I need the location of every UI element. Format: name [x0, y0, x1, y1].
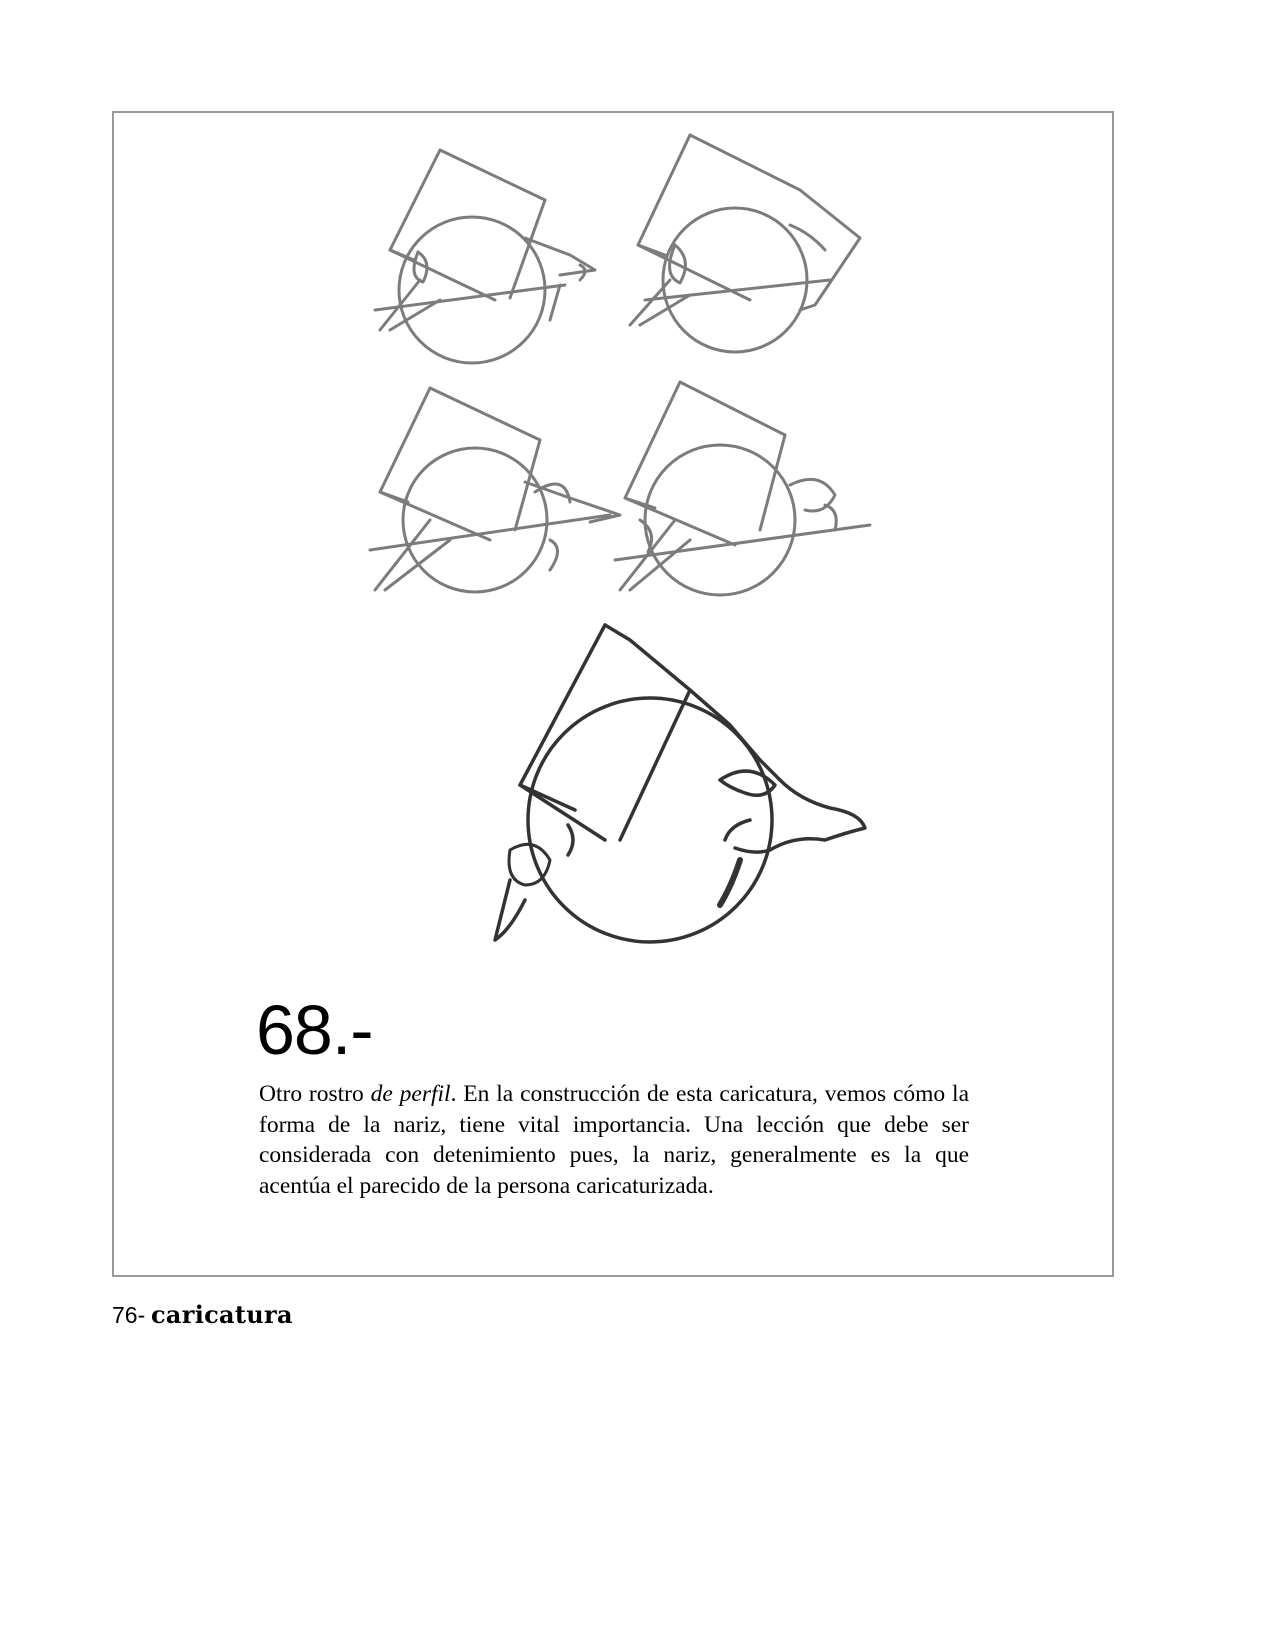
sketch-stage-2: [630, 135, 860, 352]
caption-text-rest: . En la construcción de esta caricatura, vemos cómo la forma de la nariz, tiene vital importancia. Una lección que debe ser considerada con detenimiento pues, la nariz, generalmente es la que acentúa el parecido de la persona caricaturizada.: [259, 1081, 970, 1199]
caption-text-start: Otro rostro: [259, 1081, 371, 1107]
page-number: 76-: [112, 1302, 146, 1328]
sketch-stage-5-final: [495, 625, 865, 942]
caricature-construction-illustration: [320, 120, 920, 1000]
sketch-stage-1: [375, 150, 595, 363]
section-title: caricatura: [151, 1300, 293, 1329]
sketch-stage-3: [370, 388, 620, 592]
step-number: 68.-: [256, 991, 373, 1069]
caption-paragraph: [259, 1079, 969, 1201]
sketch-stage-4: [615, 382, 870, 595]
page-footer: [112, 1300, 293, 1329]
caption-emphasis: de perfil: [370, 1081, 451, 1107]
